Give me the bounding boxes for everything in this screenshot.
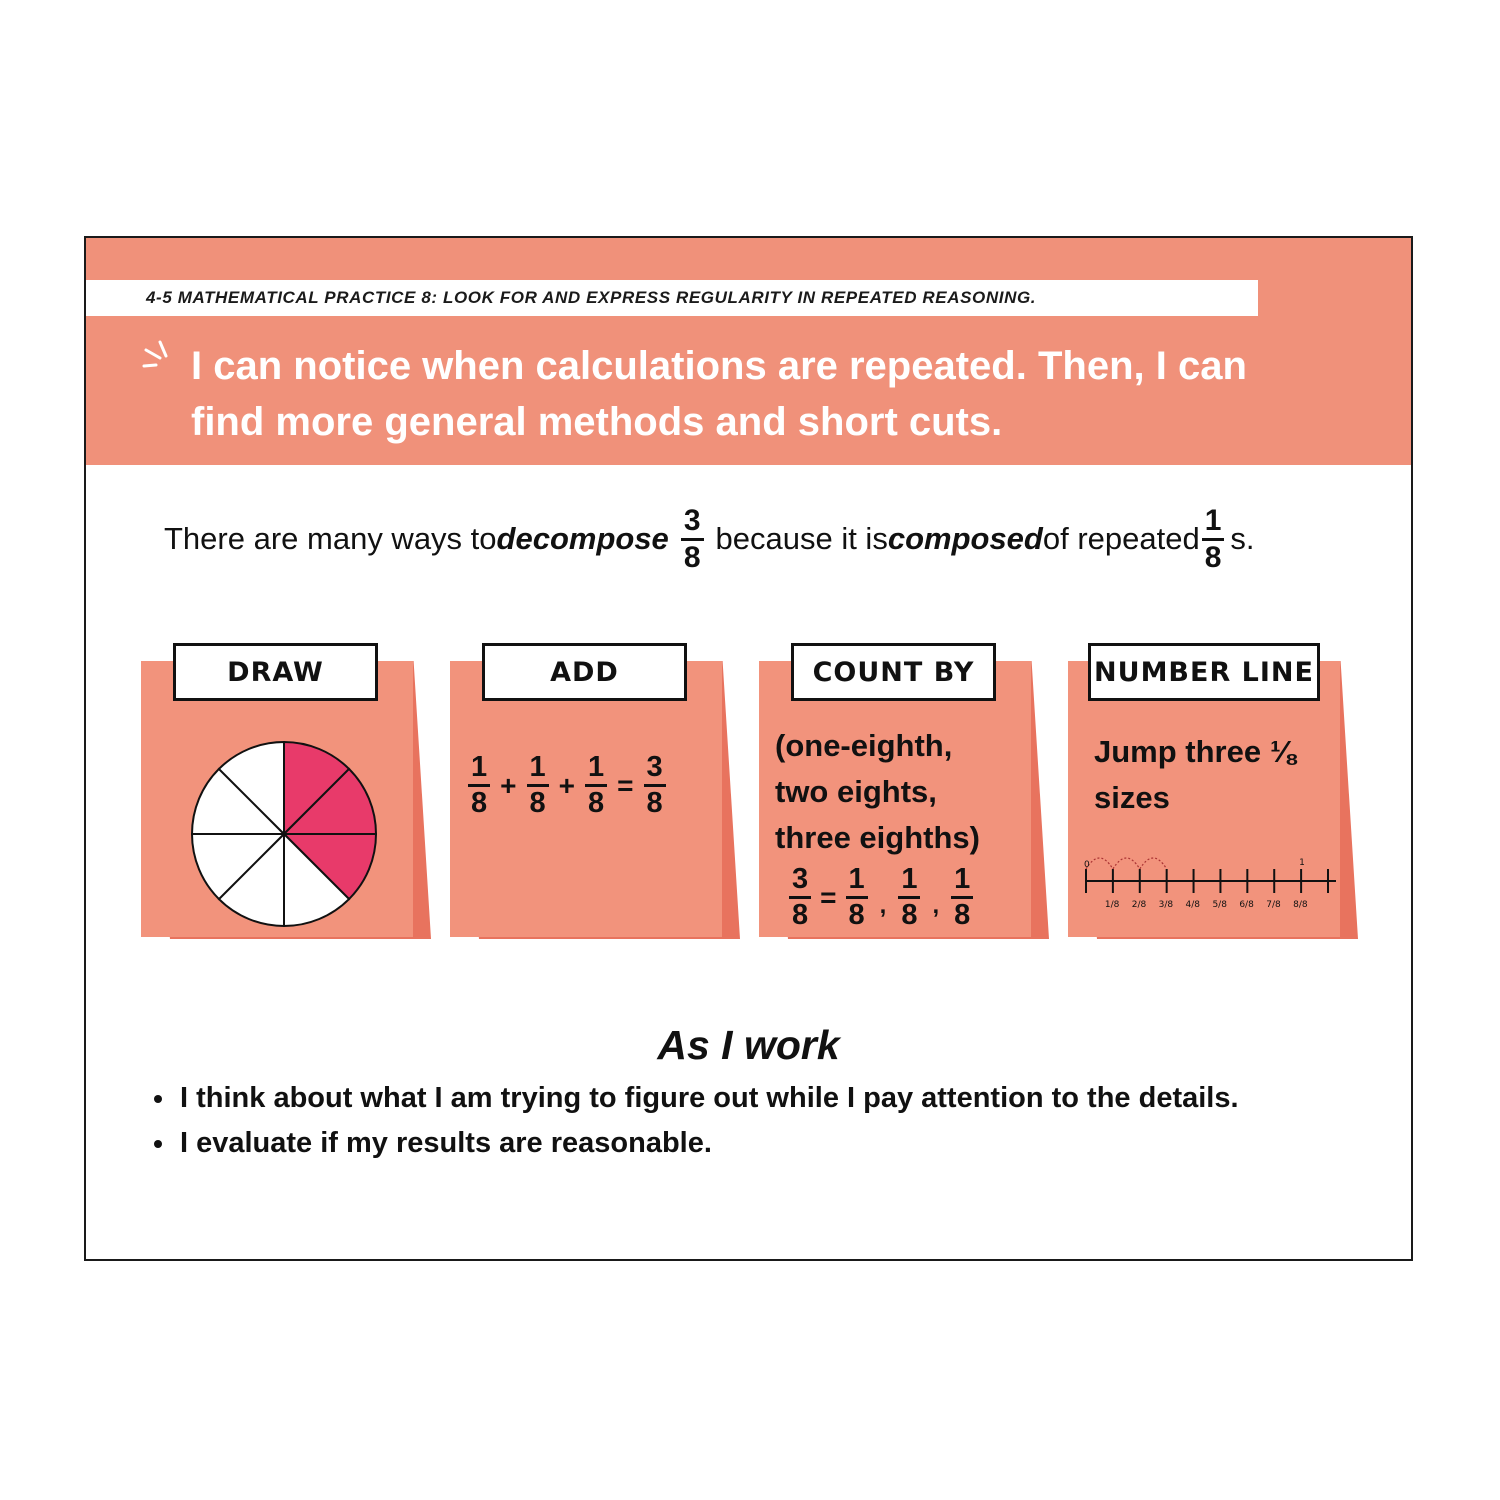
number-line-label: 2/8 — [1131, 900, 1147, 910]
card-title: COUNT BY — [791, 643, 996, 701]
card-title: NUMBER LINE — [1088, 643, 1320, 701]
intro-text: of repeated — [1042, 521, 1200, 556]
card-add — [450, 643, 740, 963]
card-draw — [141, 643, 431, 963]
intro-text: There are many ways to — [164, 521, 497, 556]
count-line: (one-eighth, — [775, 728, 953, 763]
goal-line: find more general methods and short cuts. — [191, 400, 1003, 444]
note-paper — [450, 661, 722, 937]
note-paper — [759, 661, 1031, 937]
jump-arc — [1140, 858, 1167, 869]
fraction — [951, 865, 973, 930]
fraction — [585, 753, 607, 818]
numerator: 1 — [898, 865, 920, 899]
number-line-label: 8/8 — [1293, 900, 1308, 910]
intro-text: s. — [1230, 521, 1255, 556]
plus-sign: + — [500, 769, 517, 801]
as-i-work-title: As I work — [657, 1022, 840, 1068]
count-equation — [789, 865, 973, 930]
card-number-line — [1068, 643, 1358, 963]
note-paper — [141, 661, 413, 937]
anchor-chart — [84, 236, 1413, 1261]
goal-line: I can notice when calculations are repeated. Then, I can — [191, 344, 1247, 388]
list-item — [154, 1121, 1239, 1166]
number-line-label: 4/8 — [1185, 900, 1201, 910]
jump-line: Jump three ⅛ — [1094, 734, 1296, 769]
list-item-text: I evaluate if my results are reasonable. — [180, 1127, 712, 1159]
jump-line: sizes — [1094, 780, 1170, 815]
intro-sentence — [164, 504, 1364, 574]
denominator: 8 — [1204, 540, 1222, 574]
numerator: 1 — [585, 753, 607, 787]
number-line — [1080, 851, 1342, 911]
numerator: 1 — [846, 865, 868, 899]
numerator: 3 — [644, 753, 666, 787]
denominator: 8 — [683, 540, 701, 574]
card-count-by — [759, 643, 1049, 963]
denominator: 8 — [529, 787, 546, 819]
numerator: 1 — [1202, 506, 1225, 541]
jump-description — [1094, 729, 1334, 821]
jump-arc — [1086, 858, 1113, 869]
denominator: 8 — [588, 787, 605, 819]
fraction-result — [644, 753, 666, 818]
intro-emphasis: decompose — [496, 521, 669, 556]
bullet-icon — [154, 1140, 162, 1148]
fraction — [898, 865, 920, 930]
numerator: 1 — [468, 753, 490, 787]
number-line-label: 5/8 — [1212, 900, 1227, 910]
sparkle-icon — [140, 338, 176, 374]
equals-sign: = — [820, 881, 837, 913]
number-line-label: 7/8 — [1266, 900, 1281, 910]
standard-label: 4-5 MATHEMATICAL PRACTICE 8: LOOK FOR AND EXPRESS REGULARITY IN REPEATED REASONING. — [86, 280, 1258, 316]
addition-equation — [468, 753, 666, 818]
denominator: 8 — [471, 787, 488, 819]
denominator: 8 — [792, 899, 809, 931]
jump-arc — [1113, 858, 1140, 869]
plus-sign: + — [558, 769, 575, 801]
card-title: ADD — [482, 643, 687, 701]
number-line-label: 6/8 — [1239, 900, 1254, 910]
denominator: 8 — [646, 787, 663, 819]
fraction-pie — [189, 739, 379, 929]
fraction-three-eighths — [681, 503, 704, 574]
number-line-label: 1/8 — [1104, 900, 1120, 910]
card-title: DRAW — [173, 643, 378, 701]
bullet-icon — [154, 1095, 162, 1103]
denominator: 8 — [954, 899, 971, 931]
number-line-end-label: 1 — [1299, 858, 1305, 868]
comma: , — [932, 891, 940, 919]
fraction — [468, 753, 490, 818]
numerator: 1 — [527, 753, 549, 787]
intro-text: because it is — [715, 521, 888, 556]
work-list — [154, 1076, 1239, 1166]
equals-sign: = — [617, 769, 634, 801]
numerator: 3 — [789, 865, 811, 899]
fraction — [527, 753, 549, 818]
denominator: 8 — [901, 899, 918, 931]
count-line: three eighths) — [775, 820, 980, 855]
comma: , — [879, 891, 887, 919]
fraction — [846, 865, 868, 930]
learning-goal — [191, 338, 1371, 450]
count-line: two eights, — [775, 774, 937, 809]
list-item-text: I think about what I am trying to figure out while I pay attention to the details. — [180, 1082, 1239, 1114]
count-description — [775, 723, 1035, 861]
number-line-start-label: 0 — [1084, 860, 1090, 870]
intro-emphasis: composed — [887, 521, 1043, 556]
fraction-one-eighth — [1202, 503, 1225, 574]
numerator: 1 — [951, 865, 973, 899]
note-paper — [1068, 661, 1340, 937]
fraction — [789, 865, 811, 930]
list-item — [154, 1076, 1239, 1121]
number-line-label: 3/8 — [1158, 900, 1174, 910]
numerator: 3 — [681, 506, 704, 541]
denominator: 8 — [848, 899, 865, 931]
